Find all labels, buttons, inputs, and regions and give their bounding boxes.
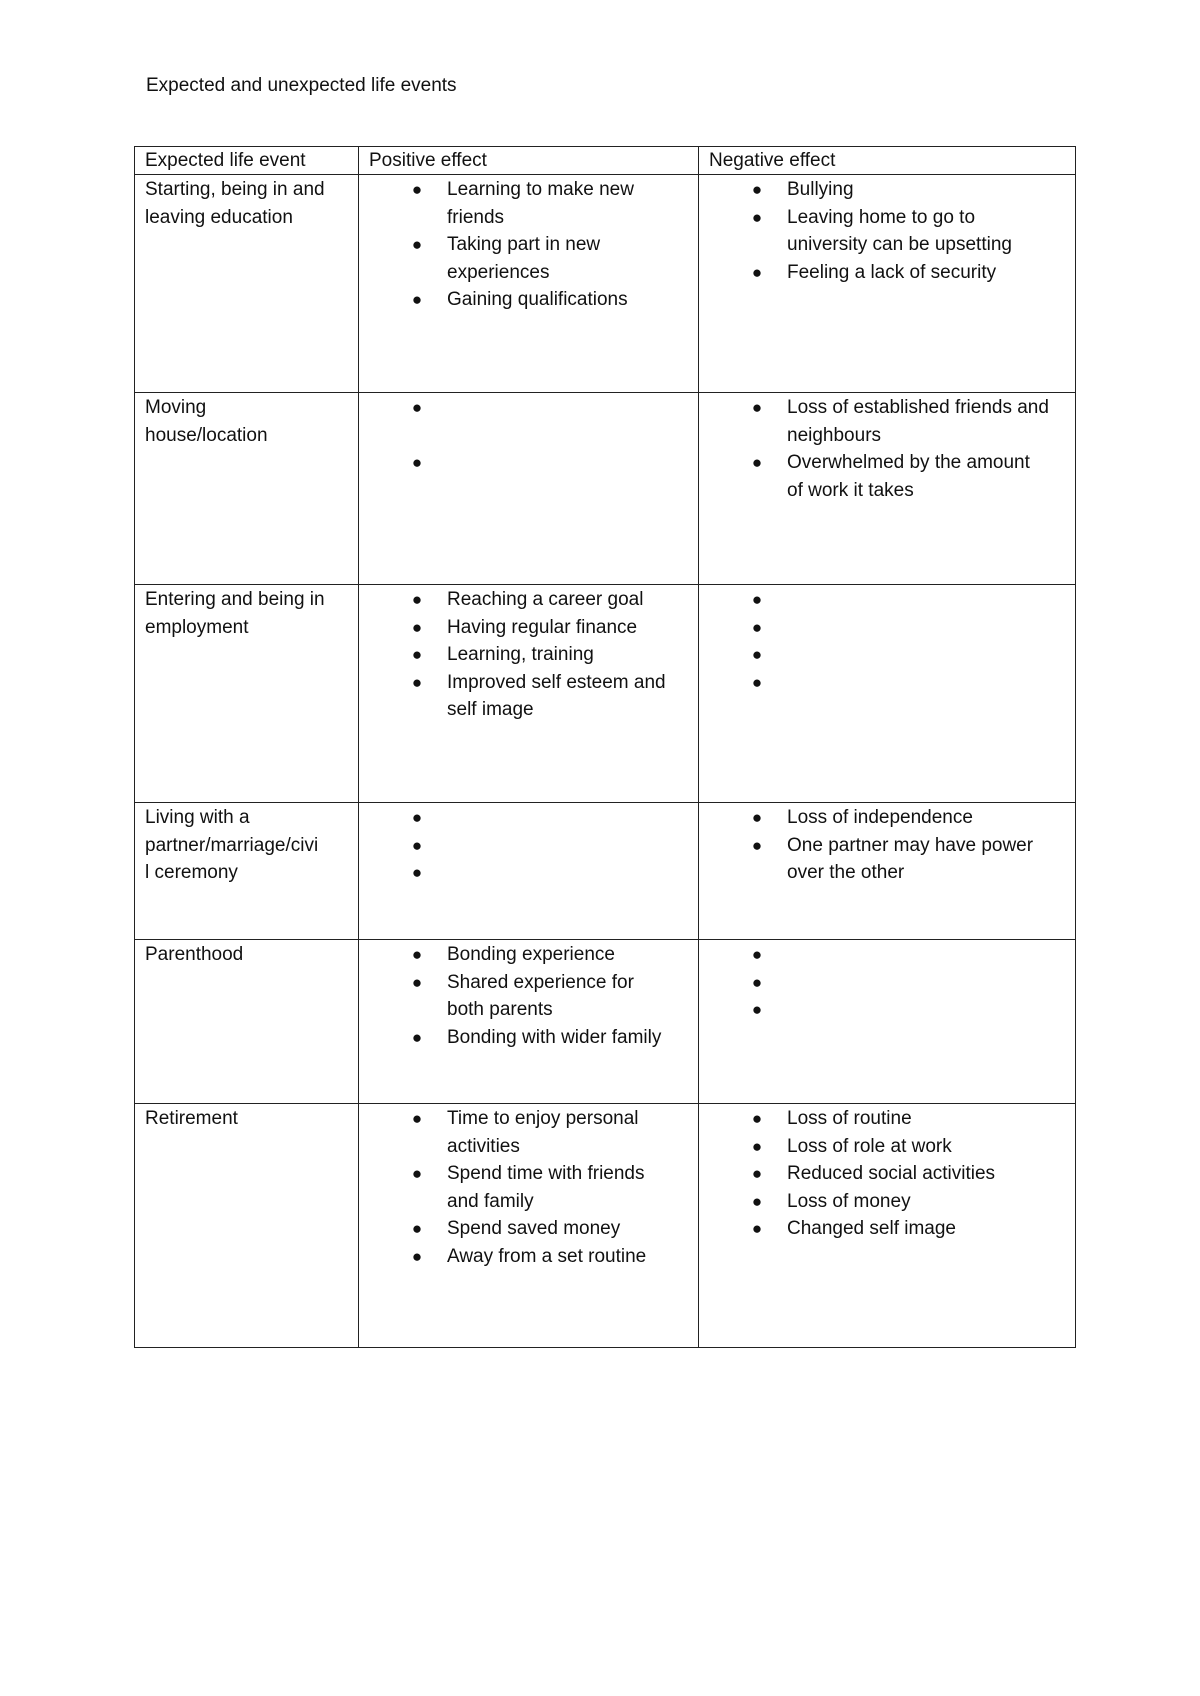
- event-text: partner/marriage/civi: [145, 834, 319, 856]
- event-text: employment: [145, 616, 249, 638]
- negative-effects-list: [709, 176, 1065, 286]
- bullet-icon: ●: [411, 617, 423, 637]
- list-item-text: Learning, training: [447, 644, 594, 665]
- list-item: [751, 641, 1065, 669]
- bullet-icon: ●: [411, 945, 423, 964]
- list-item: [751, 804, 1065, 832]
- list-item: [411, 832, 688, 860]
- bullet-icon: ●: [751, 180, 763, 199]
- negative-effects-list: [709, 941, 1065, 1024]
- bullet-icon: ●: [411, 180, 423, 199]
- bullet-icon: ●: [751, 590, 763, 609]
- positive-effects-list: [369, 394, 688, 477]
- event-cell: [135, 1104, 359, 1348]
- bullet-icon: ●: [411, 1027, 423, 1047]
- list-item-text: Spend time with friends: [447, 1163, 645, 1184]
- list-item: [411, 1024, 688, 1052]
- list-item: [751, 832, 1065, 887]
- list-item-text: neighbours: [787, 424, 882, 446]
- list-item-text: over the other: [787, 862, 905, 883]
- list-item: [411, 614, 688, 642]
- event-text: house/location: [145, 424, 268, 446]
- bullet-icon: ●: [411, 590, 423, 609]
- list-item: [751, 1188, 1065, 1216]
- list-item-text: Loss of money: [787, 1190, 911, 1212]
- list-item-text: Feeling a lack of security: [787, 261, 997, 283]
- list-item: [751, 1105, 1065, 1133]
- bullet-icon: ●: [411, 835, 423, 855]
- bullet-icon: ●: [411, 672, 423, 692]
- positive-effects-list: [369, 1105, 688, 1270]
- list-item: [751, 614, 1065, 642]
- list-item: [751, 586, 1065, 614]
- list-item-text: Gaining qualifications: [447, 289, 628, 310]
- table-row: [135, 940, 1076, 1104]
- page-title: Expected and unexpected life events: [146, 75, 457, 96]
- list-item: [411, 1243, 688, 1271]
- event-text: Entering and being in: [145, 589, 325, 610]
- bullet-icon: ●: [751, 1219, 763, 1238]
- bullet-icon: ●: [411, 453, 423, 472]
- list-item: [751, 1160, 1065, 1188]
- list-item: [751, 204, 1065, 259]
- list-item-text: Learning to make new: [447, 179, 634, 200]
- bullet-icon: ●: [411, 808, 423, 827]
- positive-effect-cell: [359, 585, 699, 803]
- table-row: [135, 393, 1076, 585]
- positive-effect-cell: [359, 1104, 699, 1348]
- list-item: [411, 586, 688, 614]
- event-cell: [135, 803, 359, 940]
- list-item-text: Improved self esteem and: [447, 671, 666, 693]
- list-item-text: Time to enjoy personal: [447, 1108, 639, 1129]
- bullet-icon: ●: [411, 235, 423, 254]
- list-item-text: Leaving home to go to: [787, 206, 976, 228]
- list-item-text: One partner may have power: [787, 834, 1034, 856]
- table-header-row: [135, 147, 1076, 175]
- list-item-text: Away from a set routine: [447, 1245, 647, 1267]
- list-item: [411, 1215, 688, 1243]
- list-item: [411, 1160, 688, 1215]
- negative-effect-cell: [699, 1104, 1076, 1348]
- bullet-icon: ●: [411, 1164, 423, 1183]
- bullet-icon: ●: [751, 1164, 763, 1183]
- table-row: [135, 585, 1076, 803]
- bullet-icon: ●: [411, 1246, 423, 1266]
- list-item-text: Reaching a career goal: [447, 589, 644, 610]
- bullet-icon: ●: [411, 972, 423, 992]
- list-item: [751, 259, 1065, 287]
- bullet-icon: ●: [411, 1109, 423, 1128]
- negative-effect-cell: [699, 175, 1076, 393]
- negative-effect-cell: [699, 393, 1076, 585]
- bullet-icon: ●: [751, 262, 763, 282]
- list-item-text: both parents: [447, 999, 553, 1020]
- list-item-text: self image: [447, 699, 534, 720]
- positive-effects-list: [369, 941, 688, 1051]
- bullet-icon: ●: [411, 1219, 423, 1238]
- list-item: [411, 449, 688, 477]
- list-item: [751, 969, 1065, 997]
- bullet-icon: ●: [751, 398, 763, 417]
- positive-effect-cell: [359, 393, 699, 585]
- table-row: [135, 1104, 1076, 1348]
- list-item: [411, 804, 688, 832]
- bullet-icon: ●: [751, 1136, 763, 1156]
- bullet-icon: ●: [411, 863, 423, 882]
- event-text: Parenthood: [145, 944, 244, 965]
- event-cell: [135, 940, 359, 1104]
- list-item: [751, 1133, 1065, 1161]
- negative-effect-cell: [699, 585, 1076, 803]
- bullet-icon: ●: [751, 1000, 763, 1019]
- list-item-text: Changed self image: [787, 1218, 956, 1239]
- list-item-text: Loss of role at work: [787, 1135, 952, 1157]
- event-text: l ceremony: [145, 862, 238, 883]
- bullet-icon: ●: [411, 645, 423, 664]
- column-header-positive: Positive effect: [359, 147, 699, 175]
- list-item: [751, 996, 1065, 1024]
- positive-effect-cell: [359, 175, 699, 393]
- list-item-text: Taking part in new: [447, 234, 601, 255]
- table-row: [135, 175, 1076, 393]
- table-body: [135, 175, 1076, 1348]
- list-item-text: Loss of independence: [787, 807, 973, 828]
- list-item-text: Shared experience for: [447, 971, 634, 993]
- list-item-text: Bonding experience: [447, 944, 615, 965]
- bullet-icon: ●: [411, 398, 423, 417]
- list-item: [411, 1105, 688, 1160]
- column-header-negative: Negative effect: [699, 147, 1076, 175]
- bullet-icon: ●: [751, 672, 763, 692]
- positive-effects-list: [369, 586, 688, 724]
- table-row: [135, 803, 1076, 940]
- list-item: [411, 176, 688, 231]
- event-cell: [135, 393, 359, 585]
- list-item-text: Bonding with wider family: [447, 1026, 662, 1048]
- list-item-text: friends: [447, 206, 505, 228]
- bullet-icon: ●: [751, 1191, 763, 1211]
- list-item: [751, 394, 1065, 449]
- list-item-text: Spend saved money: [447, 1218, 621, 1239]
- list-item-text: Reduced social activities: [787, 1163, 996, 1184]
- positive-effect-cell: [359, 940, 699, 1104]
- list-item: [751, 449, 1065, 504]
- event-text: leaving education: [145, 206, 293, 228]
- negative-effects-list: [709, 586, 1065, 696]
- bullet-icon: ●: [751, 207, 763, 227]
- column-header-event: Expected life event: [135, 147, 359, 175]
- list-item: [751, 941, 1065, 969]
- list-item-text: Bullying: [787, 179, 854, 200]
- list-item-text: university can be upsetting: [787, 234, 1012, 255]
- list-item: [411, 669, 688, 724]
- negative-effect-cell: [699, 940, 1076, 1104]
- list-item-text: experiences: [447, 261, 550, 283]
- event-cell: [135, 175, 359, 393]
- bullet-icon: ●: [751, 835, 763, 855]
- event-text: Starting, being in and: [145, 179, 325, 200]
- list-item: [411, 394, 688, 422]
- bullet-icon: ●: [751, 1109, 763, 1128]
- list-item-text: Loss of established friends and: [787, 397, 1049, 418]
- event-text: Living with a: [145, 807, 250, 828]
- list-item: [411, 231, 688, 286]
- negative-effects-list: [709, 804, 1065, 887]
- list-item-text: activities: [447, 1135, 520, 1157]
- event-text: Moving: [145, 397, 207, 418]
- bullet-icon: ●: [751, 453, 763, 472]
- bullet-icon: ●: [751, 645, 763, 664]
- negative-effects-list: [709, 1105, 1065, 1243]
- list-item: [411, 859, 688, 887]
- list-item-text: of work it takes: [787, 479, 914, 501]
- list-item: [411, 286, 688, 314]
- bullet-icon: ●: [411, 290, 423, 309]
- event-text: Retirement: [145, 1108, 238, 1129]
- list-item: [411, 969, 688, 1024]
- bullet-icon: ●: [751, 617, 763, 637]
- bullet-icon: ●: [751, 945, 763, 964]
- life-events-table: [134, 146, 1076, 1348]
- list-item-text: Overwhelmed by the amount: [787, 452, 1030, 473]
- list-item-text: Loss of routine: [787, 1108, 912, 1129]
- list-item: [751, 669, 1065, 697]
- event-cell: [135, 585, 359, 803]
- negative-effect-cell: [699, 803, 1076, 940]
- bullet-icon: ●: [751, 808, 763, 827]
- positive-effects-list: [369, 804, 688, 887]
- list-item: [411, 641, 688, 669]
- list-item: [411, 941, 688, 969]
- negative-effects-list: [709, 394, 1065, 504]
- positive-effect-cell: [359, 803, 699, 940]
- list-item-text: Having regular finance: [447, 616, 638, 638]
- bullet-icon: ●: [751, 972, 763, 992]
- list-item-text: and family: [447, 1190, 534, 1212]
- list-item: [751, 176, 1065, 204]
- list-item: [751, 1215, 1065, 1243]
- positive-effects-list: [369, 176, 688, 314]
